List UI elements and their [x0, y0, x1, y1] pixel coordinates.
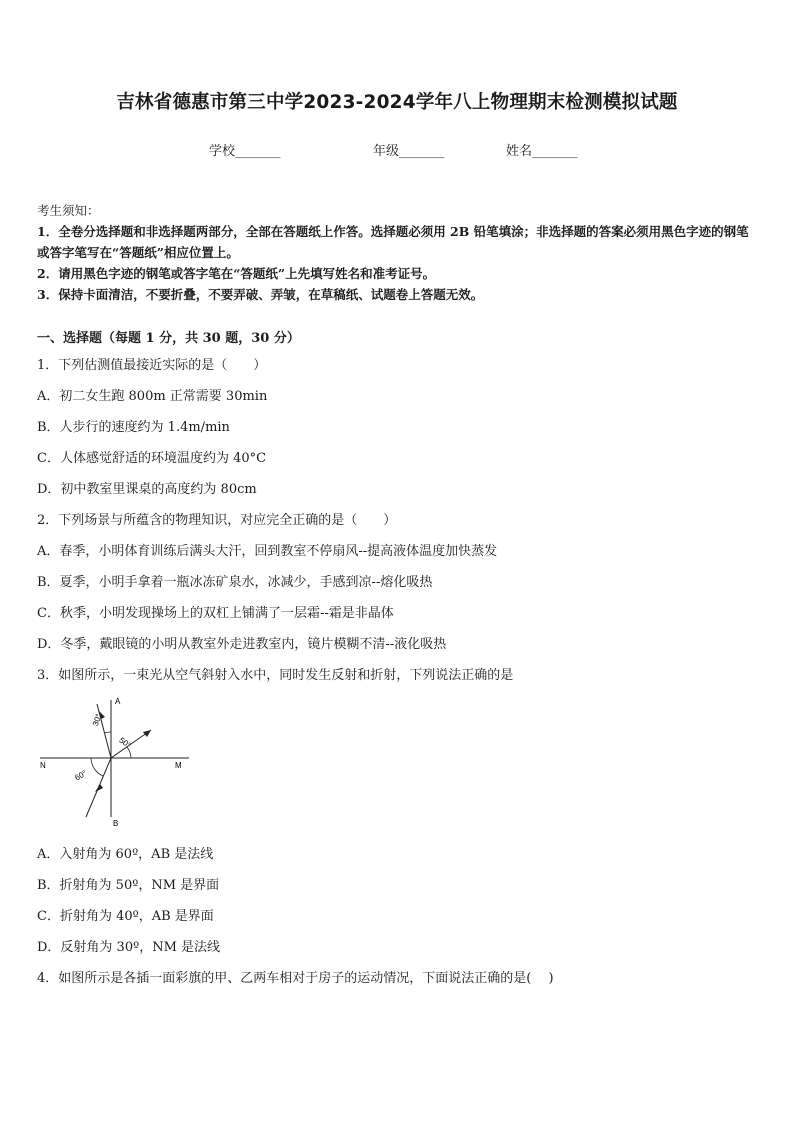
question-3-option-b: B．折射角为 50º，NM 是界面: [37, 878, 220, 893]
question-2-option-d: D．冬季，戴眼镜的小明从教室外走进教室内，镜片模糊不清--液化吸热: [37, 637, 447, 652]
school-field: 学校_______: [209, 144, 281, 159]
name-field: 姓名_______: [506, 144, 578, 159]
question-1-stem: 1．下列估测值最接近实际的是（ ）: [37, 358, 267, 373]
question-2-option-c: C．秋季，小明发现操场上的双杠上铺满了一层霜--霜是非晶体: [37, 606, 394, 621]
section-heading: 一、选择题（每题 1 分，共 30 题，30 分）: [37, 331, 300, 346]
refraction-diagram: [37, 692, 197, 832]
question-3-option-a: A．入射角为 60º，AB 是法线: [37, 847, 214, 862]
label-b: B: [113, 819, 119, 828]
question-3-option-d: D．反射角为 30º，NM 是法线: [37, 940, 221, 955]
notice-heading: 考生须知：: [37, 203, 100, 218]
question-1-option-a: A．初二女生跑 800m 正常需要 30min: [37, 389, 268, 404]
question-4-stem: 4．如图所示是各插一面彩旗的甲、乙两车相对于房子的运动情况，下面说法正确的是( ): [37, 971, 554, 986]
notice-block: [37, 200, 759, 305]
question-1-option-b: B．人步行的速度约为 1.4m/min: [37, 420, 230, 435]
angle-arc-60: [91, 758, 103, 776]
page-title: 吉林省德惠市第三中学2023-2024学年八上物理期末检测模拟试题: [116, 92, 678, 113]
question-2-option-a: A．春季，小明体育训练后满头大汗，回到教室不停扇风--提高液体温度加快蒸发: [37, 544, 498, 559]
label-n: N: [40, 761, 46, 770]
reflected-ray-arrow: [143, 730, 151, 737]
angle-label-60: 60°: [73, 768, 89, 783]
label-a: A: [115, 697, 121, 706]
grade-field: 年级_______: [373, 144, 445, 159]
notice-item-3: 3．保持卡面清洁，不要折叠，不要弄破、弄皱，在草稿纸、试题卷上答题无效。: [37, 287, 484, 302]
question-1-option-d: D．初中教室里课桌的高度约为 80cm: [37, 482, 257, 497]
question-2-stem: 2．下列场景与所蕴含的物理知识，对应完全正确的是（ ）: [37, 513, 397, 528]
question-3-option-c: C．折射角为 40º，AB 是界面: [37, 909, 214, 924]
question-1-option-c: C．人体感觉舒适的环境温度约为 40°C: [37, 451, 267, 466]
question-2-option-b: B．夏季，小明手拿着一瓶冰冻矿泉水，冰减少，手感到凉--熔化吸热: [37, 575, 433, 590]
label-m: M: [175, 761, 182, 770]
angle-label-50: 50°: [117, 735, 133, 750]
angle-arc-30: [104, 732, 111, 733]
question-3-stem: 3．如图所示，一束光从空气斜射入水中，同时发生反射和折射，下列说法正确的是: [37, 668, 514, 683]
notice-item-2: 2．请用黑色字迹的钢笔或答字笔在“答题纸”上先填写姓名和准考证号。: [37, 266, 436, 281]
notice-item-1: 1．全卷分选择题和非选择题两部分，全部在答题纸上作答。选择题必须用 2B 铅笔填涂；非选择题的答案必须用黑色字迹的钢笔或答字笔写在“答题纸”相应位置上。: [37, 224, 749, 260]
angle-label-30: 30°: [90, 712, 104, 728]
